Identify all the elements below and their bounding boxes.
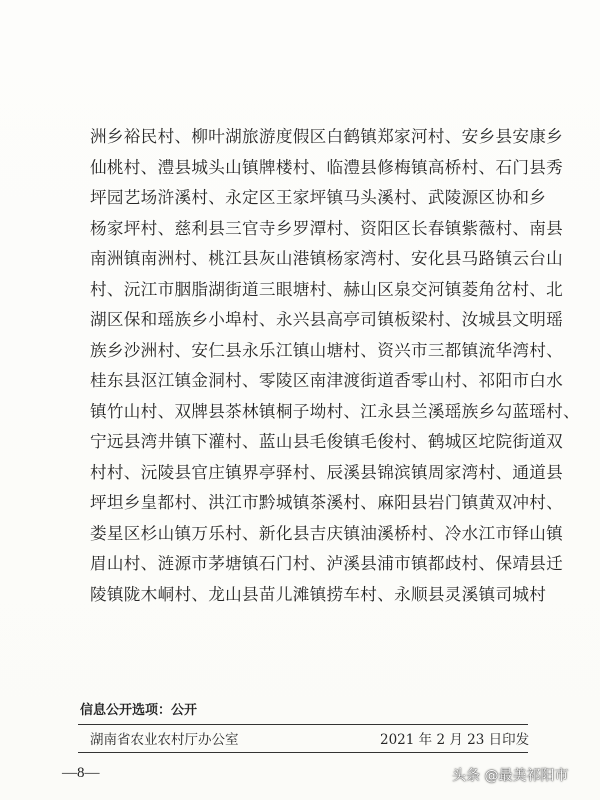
body-line: 南洲镇南洲村、桃江县灰山港镇杨家湾村、安化县马路镇云台山: [90, 249, 564, 268]
footer-rule-top: [78, 724, 528, 725]
body-line: 桂东县沤江镇金洞村、零陵区南津渡街道香零山村、祁阳市白水: [90, 371, 564, 390]
issuing-office: 湖南省农业农村厅办公室: [90, 732, 239, 748]
watermark: 头条 @最美祁阳市: [452, 768, 569, 784]
body-line: 宁远县湾井镇下灌村、蓝山县毛俊镇毛俊村、鹤城区坨院街道双: [90, 432, 564, 451]
body-line: 眉山村、涟源市茅塘镇石门村、泸溪县浦市镇都歧村、保靖县迁: [90, 554, 564, 573]
body-line: 陵镇陇木峒村、龙山县苗儿滩镇捞车村、永顺县灵溪镇司城村: [90, 584, 547, 604]
body-line: 仙桃村、澧县城头山镇牌楼村、临澧县修梅镇高桥村、石门县秀: [90, 157, 564, 177]
body-line: 洲乡裕民村、柳叶湖旅游度假区白鹤镇郑家河村、安乡县安康乡: [90, 127, 564, 146]
page-number: —8—: [62, 765, 100, 781]
body-line: 湖区保和瑶族乡小埠村、永兴县高亭司镇板梁村、汝城县文明瑶: [90, 310, 564, 329]
body-line: 坪园艺场浒溪村、永定区王家坪镇马头溪村、武陵源区协和乡: [90, 188, 547, 207]
body-line: 镇竹山村、双牌县茶林镇桐子坳村、江永县兰溪瑶族乡勾蓝瑶村、: [90, 401, 580, 421]
body-line: 族乡沙洲村、安仁县永乐江镇山塘村、资兴市三都镇流华湾村、: [90, 340, 564, 360]
body-line: 村村、沅陵县官庄镇界亭驿村、辰溪县锦滨镇周家湾村、通道县: [90, 462, 564, 482]
village-list-paragraph: [90, 122, 580, 610]
print-date: 2021 年 2 月 23 日印发: [380, 732, 530, 748]
footer-rule-bottom: [78, 752, 528, 753]
body-line: 坪坦乡皇都村、洪江市黔城镇茶溪村、麻阳县岩门镇黄双冲村、: [90, 493, 564, 512]
body-line: 娄星区杉山镇万乐村、新化县吉庆镇油溪桥村、冷水江市铎山镇: [90, 523, 564, 543]
disclosure-option: 信息公开选项：公开: [80, 703, 198, 718]
body-line: 杨家坪村、慈利县三官寺乡罗潭村、资阳区长春镇紫薇村、南县: [90, 218, 564, 238]
body-line: 村、沅江市胭脂湖街道三眼塘村、赫山区泉交河镇菱角岔村、北: [90, 279, 564, 299]
